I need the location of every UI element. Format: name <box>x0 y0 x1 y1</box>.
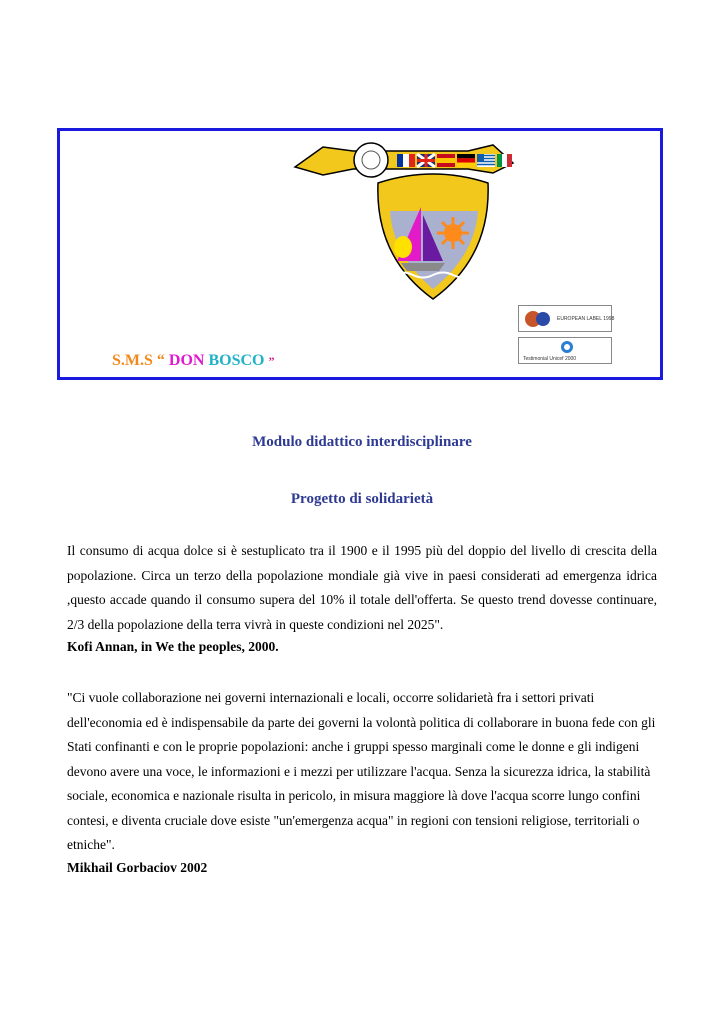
globe-icon <box>523 309 551 329</box>
quote-annan-author: Kofi Annan, in We the peoples, 2000. <box>67 639 279 654</box>
flags-strip <box>397 154 512 167</box>
quote-annan-text: Il consumo di acqua dolce si è sestuplicato tra il 1900 e il 1995 più del doppio del livello di crescita della popolazione. Circa un terzo della popolazione mondiale già vive in paesi considerati ad emergenza idrica ,questo accade quando il consumo supera del 10% il totale dell'offerta. Se questo trend dovesse continuare, 2/3 della popolazione della terra vivrà in queste condizioni nel 2025". <box>67 543 657 632</box>
european-label-text: EUROPEAN LABEL 1998 <box>557 316 615 322</box>
quote-gorbaciov-author: Mikhail Gorbaciov 2002 <box>67 860 208 875</box>
unicef-text: Testimonial Unicef 2000 <box>523 356 577 362</box>
school-name <box>112 352 274 370</box>
school-name-prefix: S.M.S “ <box>112 352 165 369</box>
unicef-logo-icon <box>557 340 577 354</box>
quote-gorbaciov-text: "Ci vuole collaborazione nei governi internazionali e locali, occorre solidarietà fra i settori privati dell'economia ed è indispensabile da parte dei governi la volontà politica di collaborare in buona fede con gli Stati confinanti e con le proprie popolazioni: anche i gruppi spesso marginali come le donne e gli indigeni devono avere una voce, le informazioni e i mezzi per utilizzare l'acqua. Senza la sicurezza idrica, la stabilità sociale, economica e nazionale risulta in pericolo, in misura maggiore là dove l'acqua scorre lungo confini contesi, e diventa cruciale dove esiste "un'emergenza acqua" in regioni con tensioni religiose, territoriali o etniche". <box>67 690 656 852</box>
school-name-quote: ” <box>268 354 275 368</box>
module-title: Modulo didattico interdisciplinare <box>252 434 472 450</box>
european-label-badge <box>518 305 615 332</box>
school-name-don: DON <box>168 352 205 369</box>
school-name-bosco: BOSCO <box>208 352 265 369</box>
project-title: Progetto di solidarietà <box>290 491 434 507</box>
unicef-badge <box>518 337 612 364</box>
school-emblem <box>293 137 515 303</box>
header-box <box>57 128 663 380</box>
